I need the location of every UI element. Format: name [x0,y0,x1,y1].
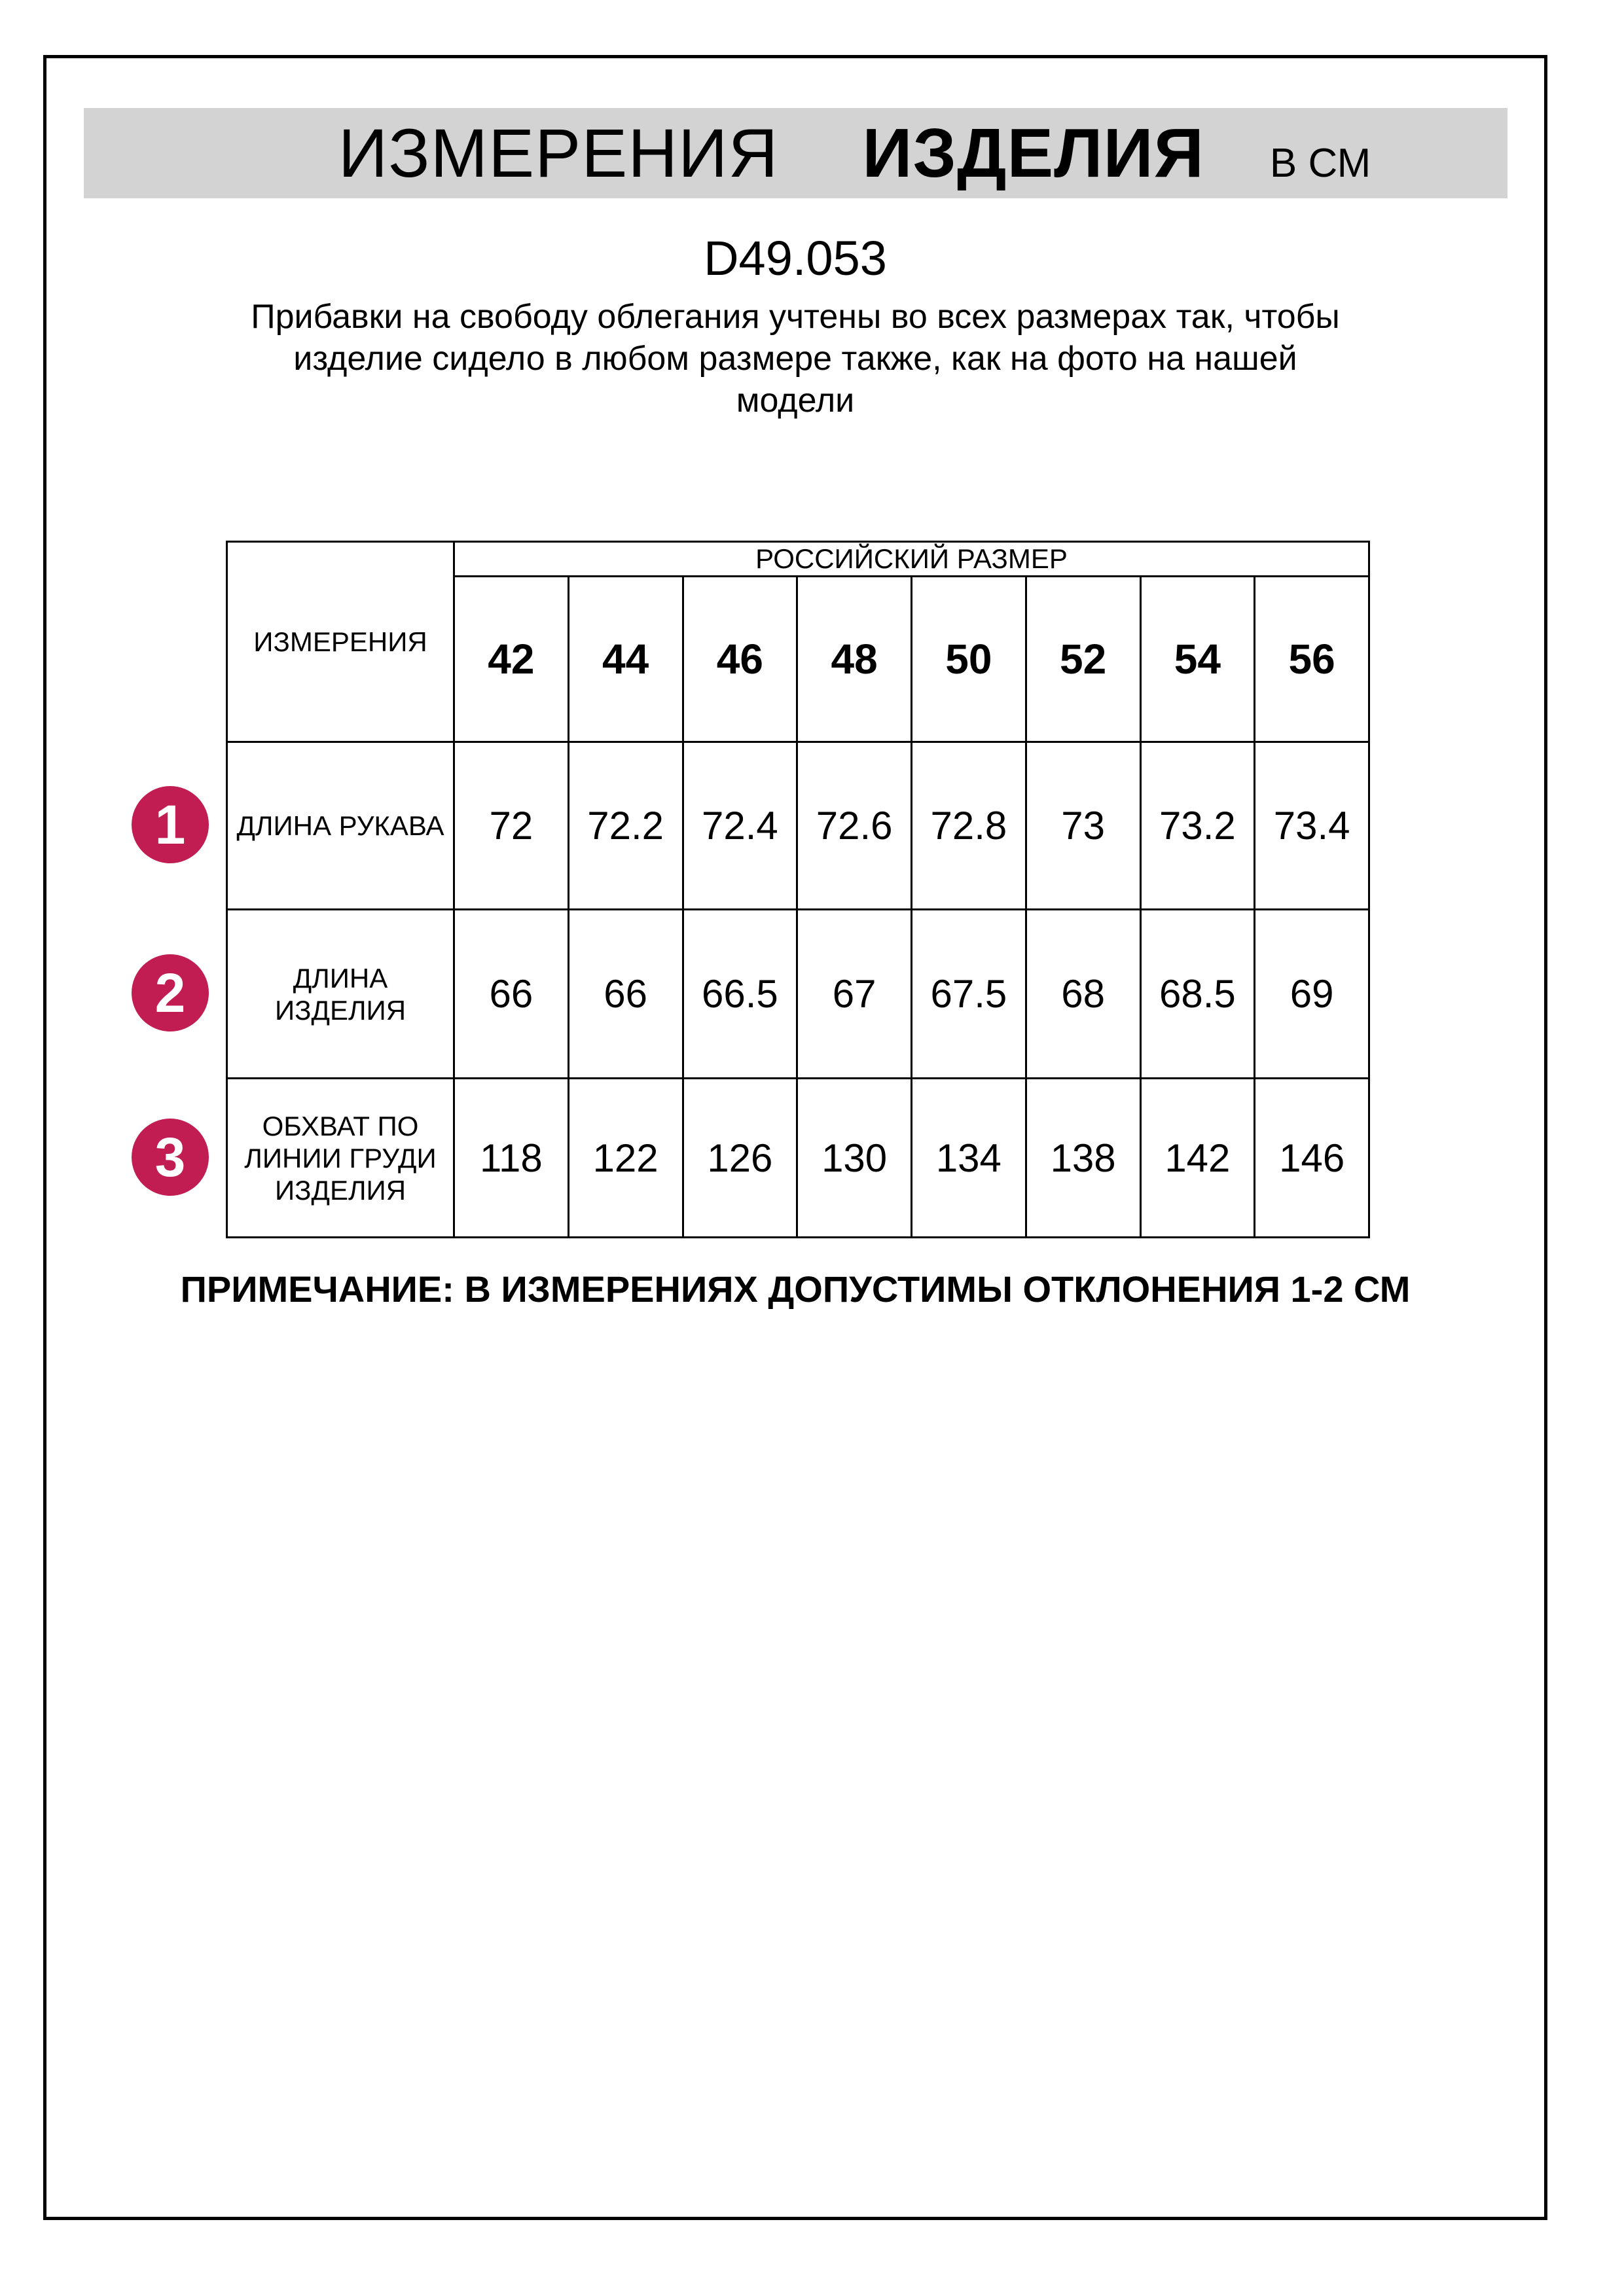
value-cell: 72.6 [797,742,912,910]
value-cell: 118 [454,1079,569,1238]
value-cell: 122 [568,1079,683,1238]
value-cell: 73.2 [1140,742,1255,910]
value-cell: 67 [797,910,912,1079]
row-number-badge-3: 3 [132,1119,209,1196]
value-cell: 72.2 [568,742,683,910]
value-cell: 69 [1255,910,1369,1079]
value-cell: 73.4 [1255,742,1369,910]
corner-header-cell: ИЗМЕРЕНИЯ [227,542,454,742]
value-cell: 72 [454,742,569,910]
row-number-badge-2: 2 [132,954,209,1031]
title-bar [84,108,1507,198]
value-cell: 126 [683,1079,797,1238]
value-cell: 134 [912,1079,1026,1238]
size-header-cell: 56 [1255,577,1369,742]
row-label-cell [227,1079,454,1238]
title-word-product: ИЗДЕЛИЯ [862,115,1204,192]
table-row-chest-girth [227,1079,1369,1238]
size-header-cell: 52 [1026,577,1140,742]
row-label-line: ДЛИНА РУКАВА [236,810,444,841]
description-line: модели [736,382,855,420]
value-cell: 142 [1140,1079,1255,1238]
value-cell: 67.5 [912,910,1026,1079]
row-label-line: ИЗДЕЛИЯ [274,1174,406,1206]
size-header-cell: 46 [683,577,797,742]
size-header-cell: 42 [454,577,569,742]
table-row-item-length [227,910,1369,1079]
description-line: изделие сидело в любом размере также, как на фото на нашей [293,340,1297,378]
size-header-cell: 50 [912,577,1026,742]
size-header-cell: 44 [568,577,683,742]
product-code: D49.053 [704,231,887,285]
size-header-cell: 54 [1140,577,1255,742]
row-number-badge-1: 1 [132,786,209,863]
value-cell: 138 [1026,1079,1140,1238]
value-cell: 72.8 [912,742,1026,910]
value-cell: 146 [1255,1079,1369,1238]
size-group-header-cell: РОССИЙСКИЙ РАЗМЕР [454,542,1369,577]
description-line: Прибавки на свободу облегания учтены во всех размерах так, чтобы [251,298,1340,336]
note-text: ПРИМЕЧАНИЕ: В ИЗМЕРЕНИЯХ ДОПУСТИМЫ ОТКЛОНЕНИЯ 1-2 СМ [180,1268,1411,1310]
row-label-line: ЛИНИИ ГРУДИ [244,1142,437,1174]
title-unit-cm: В СМ [1269,141,1371,186]
size-header-cell: 48 [797,577,912,742]
table-row-group-header [227,542,1369,577]
value-cell: 66 [454,910,569,1079]
value-cell: 66.5 [683,910,797,1079]
value-cell: 68 [1026,910,1140,1079]
row-label-line: ОБХВАТ ПО [262,1110,419,1141]
row-label-line: ИЗДЕЛИЯ [274,994,406,1026]
title-word-measurements: ИЗМЕРЕНИЯ [338,115,779,192]
fit-description [43,296,1547,422]
value-cell: 72.4 [683,742,797,910]
row-label-line: ДЛИНА [293,962,388,994]
value-cell: 66 [568,910,683,1079]
size-table [226,541,1370,1238]
value-cell: 68.5 [1140,910,1255,1079]
value-cell: 73 [1026,742,1140,910]
row-label-cell [227,742,454,910]
row-label-cell [227,910,454,1079]
table-row-sleeve-length [227,742,1369,910]
value-cell: 130 [797,1079,912,1238]
